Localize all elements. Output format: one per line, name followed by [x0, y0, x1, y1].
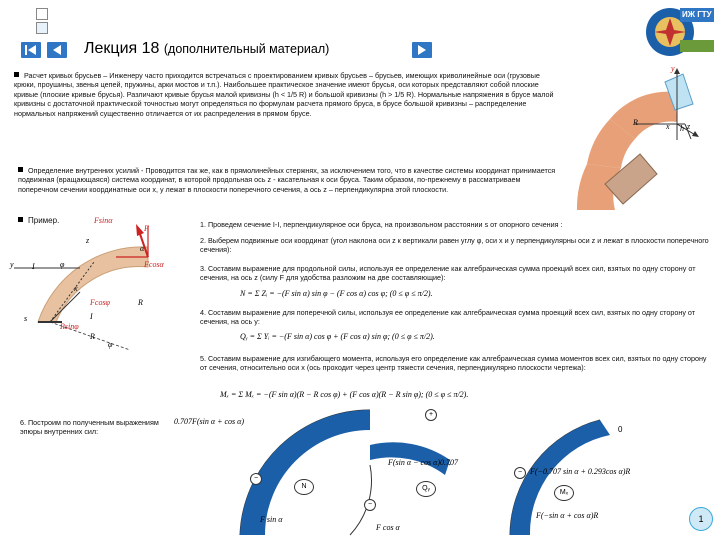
n-epure-label: N	[294, 479, 314, 495]
q-epure-label: Qᵧ	[416, 481, 436, 497]
n-top-value: 0.707F(sin α + cos α)	[174, 417, 245, 426]
axis-z-label: z	[86, 236, 90, 245]
force-fsina-label: Fsinα	[94, 216, 113, 225]
first-slide-button[interactable]	[21, 42, 41, 58]
minus-sign: −	[364, 499, 376, 511]
step-4-text: 4. Составим выражение для поперечной силы, используя ее определение как алгебраическая сумма проекций всех сил, взятых по одну сторону от сечения, на ось y:	[200, 308, 696, 327]
definition-paragraph	[18, 166, 558, 194]
section-label-bottom: I	[90, 312, 93, 321]
force-fcosa-label: Fcosα	[144, 260, 164, 269]
step-3-text: 3. Составим выражение для продольной силы, используя ее определение как алгебраическая сумма проекций всех сил, взятых по одну сторону от сечения, на ось z (силу F для удобства разложим на две составляющие):	[200, 264, 696, 283]
radius-label-2: R	[90, 332, 95, 341]
q-top-value: F(sin α − cos α)0.707	[388, 458, 459, 467]
radius-label: R	[138, 298, 143, 307]
angle-alpha-label: α	[140, 244, 145, 253]
lecture-title: Лекция 18	[84, 40, 160, 57]
n-bottom-value: F sin α	[260, 515, 283, 524]
prev-slide-button[interactable]	[47, 42, 67, 58]
university-logo	[640, 4, 716, 60]
m-zero-value: 0	[618, 425, 623, 434]
axis-y-label: y	[671, 64, 675, 73]
cross-section-figure	[565, 64, 715, 210]
angle-phi-label-2: φ	[108, 340, 113, 349]
next-slide-button[interactable]	[412, 42, 432, 58]
rsinphi-label: Rsinφ	[60, 322, 79, 331]
m-bottom-value: F(−sin α + cos α)R	[536, 511, 599, 520]
slide-marker-icon	[36, 8, 48, 20]
angle-phi-label: φ	[60, 260, 65, 269]
minus-sign: −	[514, 467, 526, 479]
radius-label: R	[633, 118, 638, 127]
axis-z-label: z	[687, 122, 691, 131]
minus-sign: −	[250, 473, 262, 485]
intro-paragraph	[14, 71, 554, 118]
formula-bending-moment: Mₓ = Σ Mₓ = −(F sin α)(R − R cos φ) + (F cos α)(R − R sin φ); (0 ≤ φ ≤ π/2).	[220, 390, 469, 399]
step-2-text: 2. Выберем подвижные оси координат (угол наклона оси z к вертикали равен углу φ, оси x и y перпендикулярны оси z и лежат в плоскости поперечного сечения):	[200, 236, 709, 255]
slide-marker-icon	[36, 22, 48, 34]
step-1-text: 1. Проведем сечение I-I, перпендикулярное оси бруса, на произвольном расстоянии s от опорного сечения :	[200, 220, 563, 229]
lecture-subtitle: (дополнительный материал)	[163, 42, 330, 56]
force-fcosphi-label: Fcosφ	[90, 298, 110, 307]
section-label-top: I	[32, 262, 35, 271]
bullet-icon	[18, 167, 23, 172]
axis-x-label: x	[74, 284, 78, 293]
m-epure-label: Mₓ	[554, 485, 574, 501]
example-label-text: Пример.	[28, 216, 60, 225]
definition-text: Определение внутренних усилий - Проводится так же, как в прямолинейных стержнях, за исключением того, что в качестве системы координат принимается подвижная (вращающаяся) система координат, в которой продольная ось z - касательная к оси бруса. Таким образом, по-прежнему в рассматриваем поперечном сечении координатные оси x, y лежат в плоскости поперечного сечения, а ось z – перпендикулярна этой плоскости.	[18, 166, 556, 194]
step-6-text: 6. Построим по полученным выражениям эпюры внутренних сил:	[20, 418, 159, 437]
axis-x-label: x	[666, 122, 670, 131]
m-top-value: F(−0.707 sin α + 0.293cos α)R	[530, 467, 631, 476]
axis-y-label: y	[10, 260, 14, 269]
bullet-icon	[14, 72, 19, 77]
force-f-label: F	[144, 224, 149, 233]
height-label: h	[680, 124, 684, 133]
page-title	[84, 40, 329, 58]
internal-force-diagrams	[170, 405, 715, 540]
formula-shear-force: Qᵧ = Σ Yᵢ = −(F sin α) cos φ + (F cos α) sin φ; (0 ≤ φ ≤ π/2).	[240, 332, 435, 341]
intro-text: Расчет кривых брусьев – Инженеру часто приходится встречаться с проектированием кривых брусьев – брусьев, имеющих криволинейные оси (грузовые крюки, проушины, звенья цепей, пружины, арки мостов и т.п.). Наибольшее практическое значение имеют брусья, оси которых представляют собой плоские кривые (плоские кривые брусья). Различают кривые брусья малой кривизны (h < 1/5 R) и большой кривизны (h > 1/5 R). Нормальные напряжения в брусе малой кривизны с достаточной практической точностью могут определяться по формулам расчета прямого бруса, в брусе большой кривизны – распределение нормальных напряжений существенно отличается от их распределения в прямом брусе.	[14, 71, 554, 118]
example-diagram	[10, 212, 190, 362]
formula-normal-force: N = Σ Zᵢ = −(F sin α) sin φ − (F cos α) cos φ; (0 ≤ φ ≤ π/2).	[240, 289, 433, 298]
slide-number: 1	[689, 507, 713, 531]
arc-s-label: s	[24, 314, 28, 323]
plus-sign: +	[425, 409, 437, 421]
logo-text: ИЖ ГТУ	[682, 10, 712, 19]
step-5-text: 5. Составим выражение для изгибающего момента, используя его определение как алгебраическая сумма моментов всех сил, взятых по одну сторону от сечения, относительно оси x (ось проходит через центр тяжести сечения, перпендикулярно плоскости чертежа):	[200, 354, 707, 373]
q-bottom-value: F cos α	[376, 523, 400, 532]
